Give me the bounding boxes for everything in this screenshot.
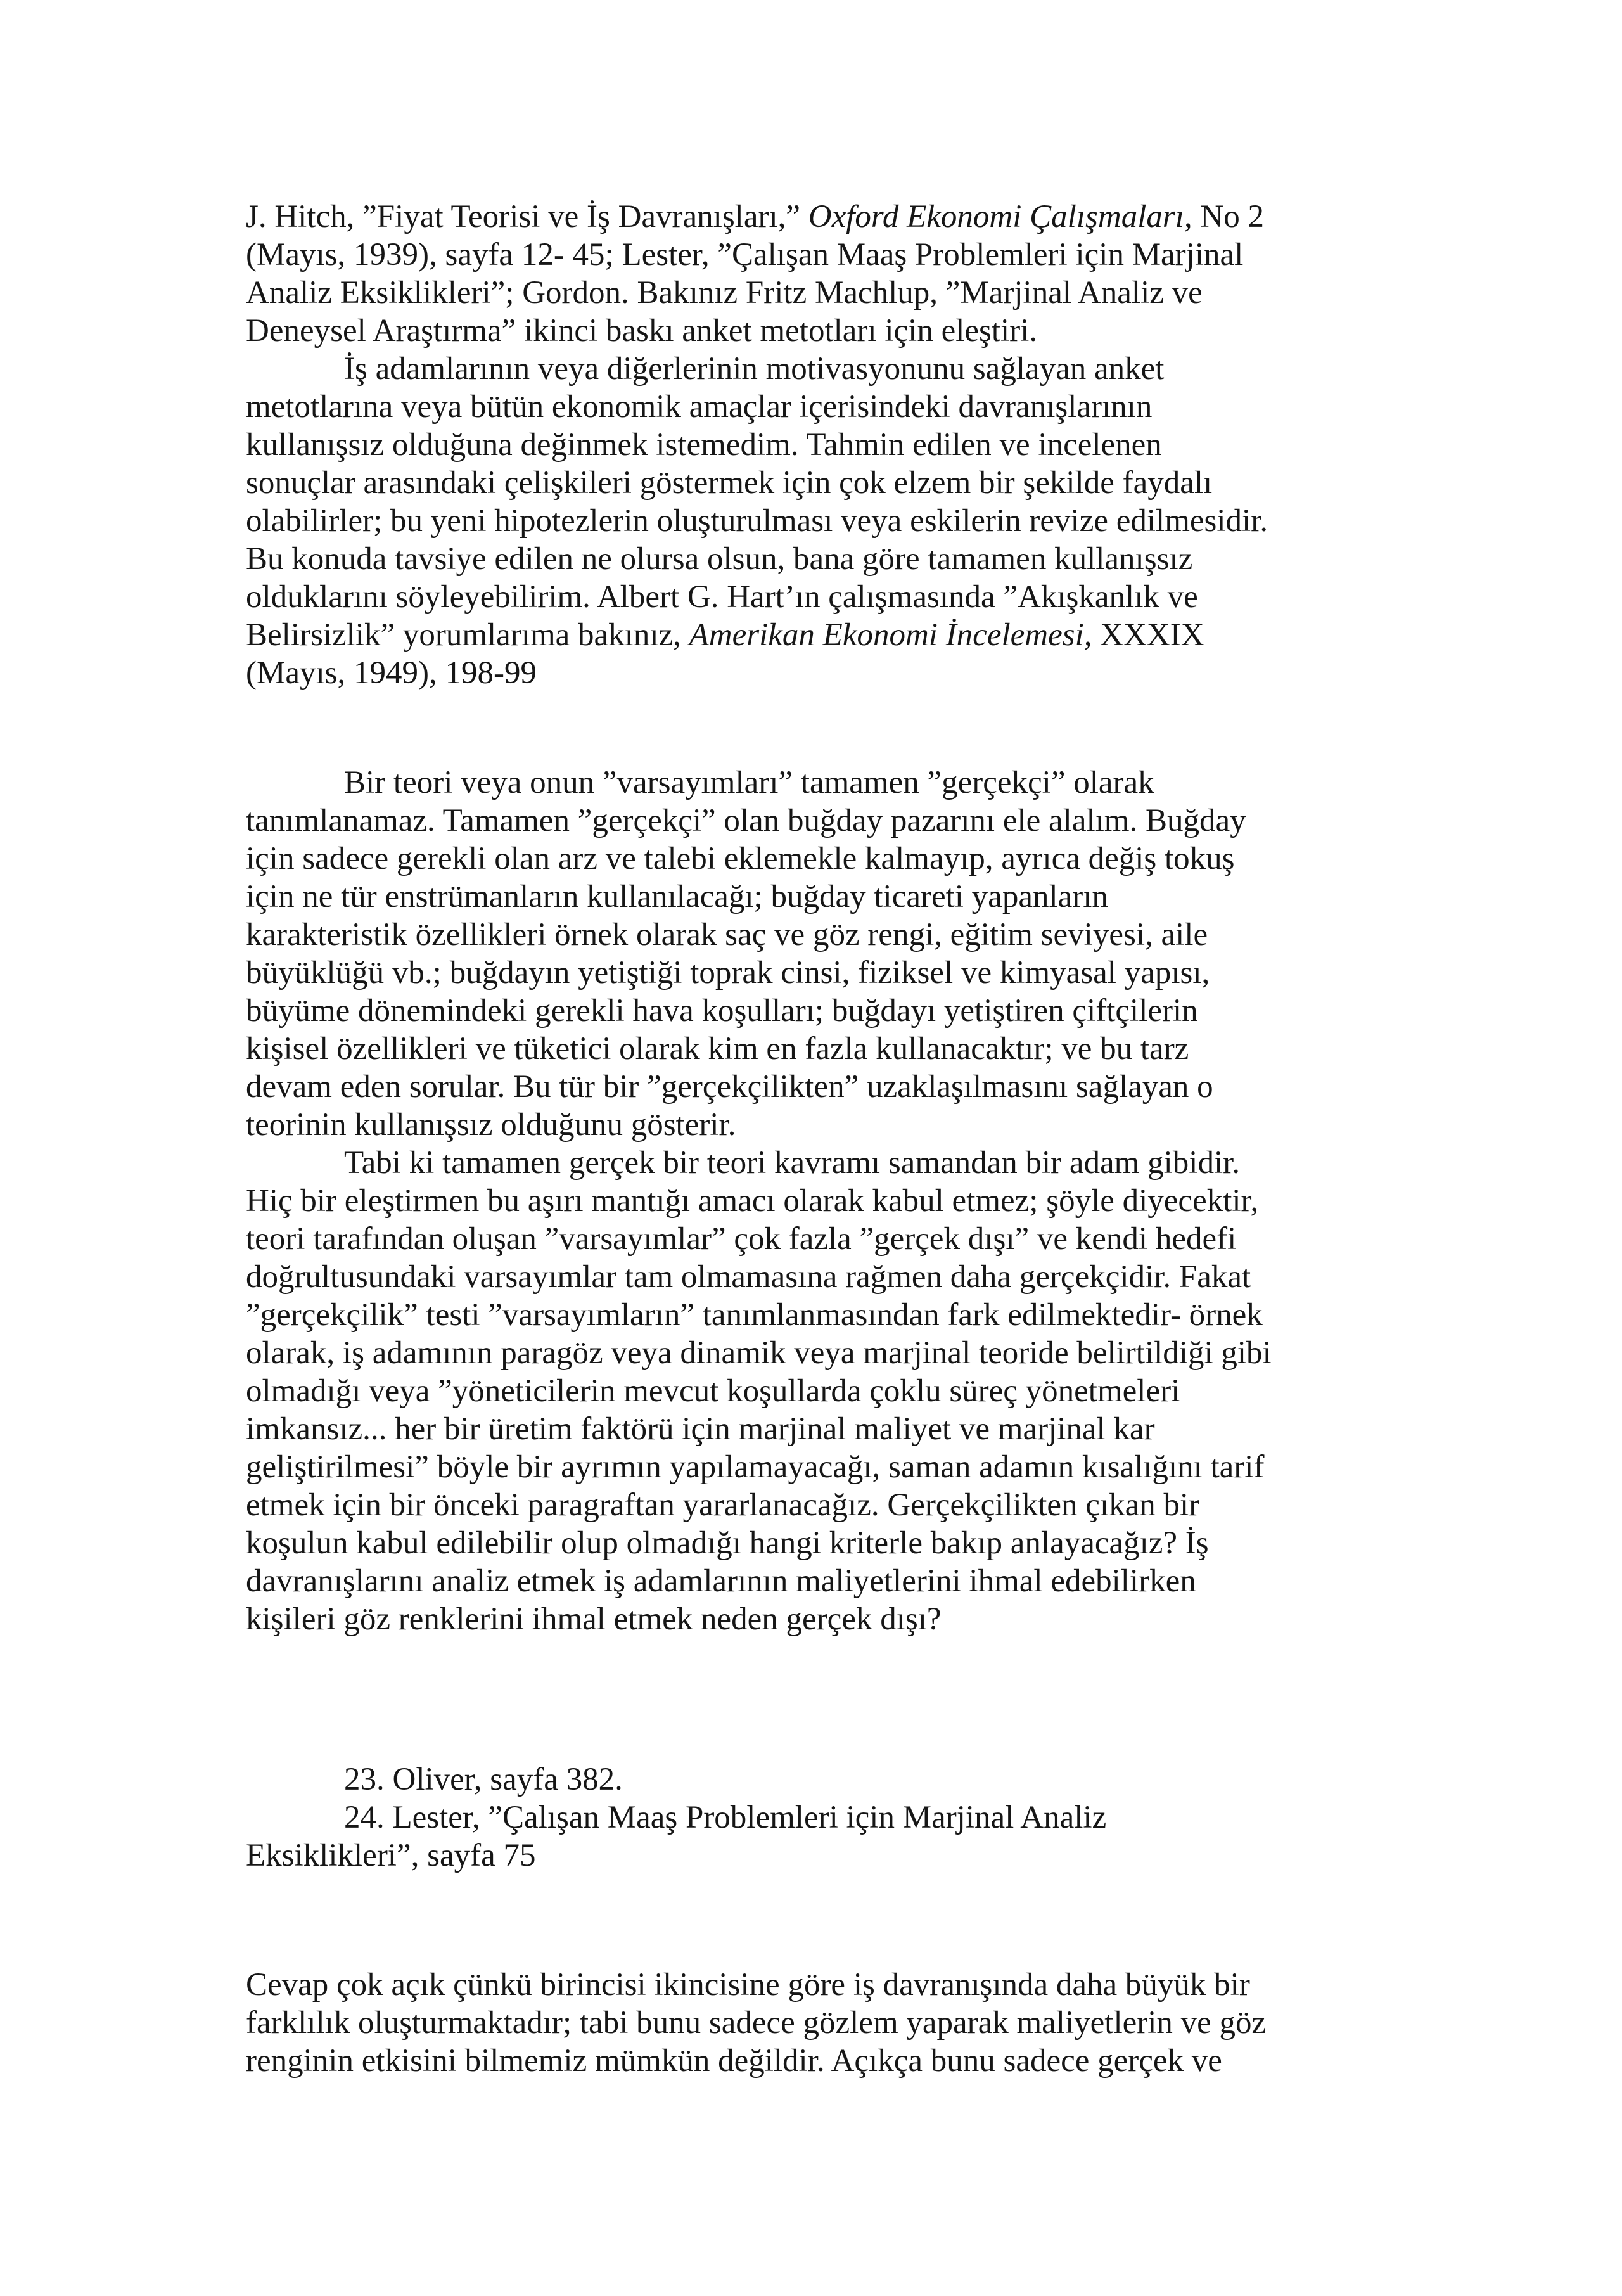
footnote-para2-line-9: (Mayıs, 1949), 198-99 <box>246 655 537 691</box>
body-para2-line-6: olarak, iş adamının paragöz veya dinamik veya marjinal teoride belirtildiği gibi <box>246 1335 1272 1371</box>
notes-block <box>246 1760 1386 1875</box>
closing-line-1: Cevap çok açık çünkü birincisi ikincisine göre iş davranışında daha büyük bir <box>246 1967 1250 2003</box>
footnote-line-2: (Mayıs, 1939), sayfa 12- 45; Lester, ”Çalışan Maaş Problemleri için Marjinal <box>246 237 1244 273</box>
closing-line-2: farklılık oluşturmaktadır; tabi bunu sadece gözlem yaparak maliyetlerin ve göz <box>246 2005 1267 2041</box>
body-para2-line-10: etmek için bir önceki paragraftan yararlanacağız. Gerçekçilikten çıkan bir <box>246 1487 1200 1523</box>
body-para2-line-11: koşulun kabul edilebilir olup olmadığı hangi kriterle bakıp anlayacağız? İş <box>246 1525 1209 1561</box>
footnote-para2-line-5: olabilirler; bu yeni hipotezlerin oluşturulması veya eskilerin revize edilmesidir. <box>246 503 1268 539</box>
body-para2-line-1: Tabi ki tamamen gerçek bir teori kavramı samandan bir adam gibidir. <box>344 1145 1241 1181</box>
body-para1-line-5: karakteristik özellikleri örnek olarak saç ve göz rengi, eğitim seviyesi, aile <box>246 917 1208 952</box>
body-para1-line-6: büyüklüğü vb.; buğdayın yetiştiği toprak cinsi, fiziksel ve kimyasal yapısı, <box>246 955 1210 991</box>
body-para1-line-1: Bir teori veya onun ”varsayımları” tamamen ”gerçekçi” olarak <box>344 765 1154 800</box>
body-para2-line-12: davranışlarını analiz etmek iş adamlarının maliyetlerini ihmal edebilirken <box>246 1563 1196 1599</box>
note-24-line-2: Eksiklikleri”, sayfa 75 <box>246 1838 536 1873</box>
body-para2-line-5: ”gerçekçilik” testi ”varsayımların” tanımlanmasından fark edilmektedir- örnek <box>246 1297 1263 1333</box>
body-para1-line-2: tanımlanamaz. Tamamen ”gerçekçi” olan buğday pazarını ele alalım. Buğday <box>246 803 1246 838</box>
note-23: 23. Oliver, sayfa 382. <box>344 1762 623 1797</box>
body-para1-line-3: için sadece gerekli olan arz ve talebi eklemekle kalmayıp, ayrıca değiş tokuş <box>246 841 1235 876</box>
body-para2-line-7: olmadığı veya ”yöneticilerin mevcut koşullarda çoklu süreç yönetmeleri <box>246 1373 1180 1409</box>
note-24-line-1: 24. Lester, ”Çalışan Maaş Problemleri için Marjinal Analiz <box>344 1800 1107 1835</box>
footnote-para2-line-1: İş adamlarının veya diğerlerinin motivasyonunu sağlayan anket <box>344 351 1165 387</box>
body-para1-line-7: büyüme dönemindeki gerekli hava koşulları; buğdayı yetiştiren çiftçilerin <box>246 993 1198 1029</box>
footnote-para2-line-2: metotlarına veya bütün ekonomik amaçlar içerisindeki davranışlarının <box>246 389 1153 425</box>
body-para1-line-9: devam eden sorular. Bu tür bir ”gerçekçilikten” uzaklaşılmasını sağlayan o <box>246 1069 1213 1105</box>
body-para1-line-8: kişisel özellikleri ve tüketici olarak kim en fazla kullanacaktır; ve bu tarz <box>246 1031 1189 1067</box>
footnote-para2-line-3: kullanışsız olduğuna değinmek istemedim. Tahmin edilen ve incelenen <box>246 427 1162 463</box>
body-para2-line-13: kişileri göz renklerini ihmal etmek neden gerçek dışı? <box>246 1601 942 1637</box>
footnote-line-3: Analiz Eksiklikleri”; Gordon. Bakınız Fritz Machlup, ”Marjinal Analiz ve <box>246 275 1203 311</box>
body-para2-line-2: Hiç bir eleştirmen bu aşırı mantığı amacı olarak kabul etmez; şöyle diyecektir, <box>246 1183 1259 1219</box>
footnote-para2-line-8: Belirsizlik” yorumlarıma bakınız, Amerikan Ekonomi İncelemesi, XXXIX <box>246 617 1204 653</box>
footnote-para2-line-7: olduklarını söyleyebilirim. Albert G. Hart’ın çalışmasında ”Akışkanlık ve <box>246 579 1198 615</box>
body-para2-line-4: doğrultusundaki varsayımlar tam olmamasına rağmen daha gerçekçidir. Fakat <box>246 1259 1251 1295</box>
body-para2-line-9: geliştirilmesi” böyle bir ayrımın yapılamayacağı, saman adamın kısalığını tarif <box>246 1449 1265 1485</box>
body-para2-line-3: teori tarafından oluşan ”varsayımlar” çok fazla ”gerçek dışı” ve kendi hedefi <box>246 1221 1237 1257</box>
closing-block <box>246 1966 1386 2080</box>
closing-line-3: renginin etkisini bilmemiz mümkün değildir. Açıkça bunu sadece gerçek ve <box>246 2043 1222 2079</box>
footnote-para2-line-6: Bu konuda tavsiye edilen ne olursa olsun, bana göre tamamen kullanışsız <box>246 541 1193 577</box>
footnote-line-1: J. Hitch, ”Fiyat Teorisi ve İş Davranışları,” Oxford Ekonomi Çalışmaları, No 2 <box>246 199 1264 234</box>
journal-title-american: Amerikan Ekonomi İncelemesi, <box>689 617 1092 653</box>
body-para2-line-8: imkansız... her bir üretim faktörü için marjinal maliyet ve marjinal kar <box>246 1411 1155 1447</box>
footnote-para2-line-4: sonuçlar arasındaki çelişkileri göstermek için çok elzem bir şekilde faydalı <box>246 465 1213 501</box>
journal-title-oxford: Oxford Ekonomi Çalışmaları, <box>808 199 1192 234</box>
main-body-block <box>246 764 1386 1638</box>
body-para1-line-10: teorinin kullanışsız olduğunu gösterir. <box>246 1107 736 1143</box>
body-para1-line-4: için ne tür enstrümanların kullanılacağı; buğday ticareti yapanların <box>246 879 1108 914</box>
footnote-line-4: Deneysel Araştırma” ikinci baskı anket metotları için eleştiri. <box>246 313 1038 349</box>
footnote-block <box>246 198 1386 692</box>
